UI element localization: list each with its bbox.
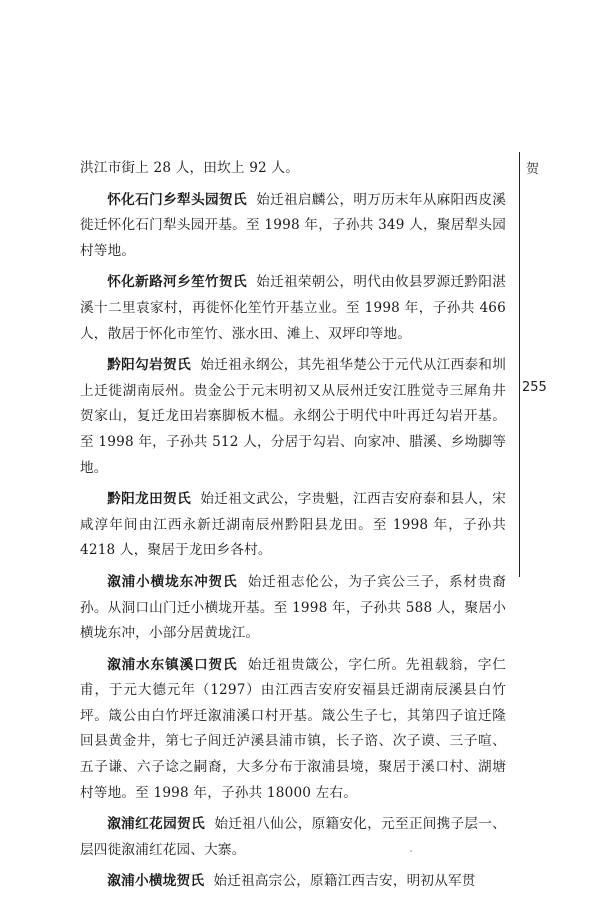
paragraph-2-text: 始迁祖荣朝公，明代由攸县罗源迁黔阳湛溪十二里袁家村，再徙怀化笙竹开基立业。至 1998 年，子孙共 466 人，散居于怀化市笙竹、涨水田、滩上、双坪印等地。	[80, 274, 506, 342]
paragraph-6	[80, 653, 506, 807]
paragraph-3-text: 始迁祖永纲公，其先祖华楚公于元代从江西泰和圳上迁徙湖南辰州。贵金公于元末明初又从辰州迁安江胜觉寺三犀角井贺家山，复迁龙田岩寨脚板木榅。永纲公于明代中叶再迁勾岩开基。至 1998 年，子孙共 512 人，分居于勾岩、向家冲、腊溪、乡坳脚等地。	[80, 357, 506, 476]
margin-rule	[519, 152, 520, 577]
paragraph-2-heading: 怀化新路河乡笙竹贺氏	[107, 274, 247, 291]
paragraph-8-text: 始迁祖高宗公，原籍江西吉安，明初从军贯	[213, 873, 476, 890]
paragraph-4-heading: 黔阳龙田贺氏	[107, 491, 192, 508]
paragraph-1-heading: 怀化石门乡犁头园贺氏	[107, 191, 247, 208]
paragraph-5-heading: 溆浦小横垅东冲贺氏	[107, 573, 238, 590]
paragraph-5-text: 始迁祖志伦公，为子宾公三子，系材贵裔孙。从洞口山门迁小横垅开基。至 1998 年，子孙共 588 人，聚居小横垅东冲，小部分居黄垅江。	[80, 573, 506, 642]
paragraph-8-heading: 溆浦小横垅贺氏	[107, 873, 205, 890]
scan-speck	[410, 850, 412, 852]
paragraph-7	[80, 812, 506, 863]
paragraph-5	[80, 570, 506, 647]
paragraph-0-text: 洪江市街上 28 人，田坎上 92 人。	[80, 160, 300, 176]
paragraph-4	[80, 487, 506, 564]
paragraph-2	[80, 270, 506, 347]
paragraph-6-heading: 溆浦水东镇溪口贺氏	[107, 656, 238, 673]
paragraph-3	[80, 353, 506, 481]
paragraph-8	[80, 869, 506, 895]
paragraph-3-heading: 黔阳勾岩贺氏	[107, 357, 192, 374]
running-header: 贺	[526, 162, 540, 177]
paragraph-4-text: 始迁祖文武公，字贵魁，江西吉安府泰和县人，宋咸淳年间由江西永新迁湖南辰州黔阳县龙田。至 1998 年，子孙共 4218 人，聚居于龙田乡各村。	[80, 491, 506, 559]
paragraph-1	[80, 188, 506, 265]
paragraph-7-text: 始迁祖八仙公，原籍安化，元至正间携子层一、层四徙溆浦红花园、大寨。	[80, 816, 507, 858]
main-text	[80, 156, 506, 901]
page-number: 255	[522, 380, 547, 395]
paragraph-0	[80, 156, 506, 182]
paragraph-7-heading: 溆浦红花园贺氏	[107, 816, 206, 833]
paragraph-6-text: 始迁祖贵箴公，字仁所。先祖载翁，字仁甫，于元大德元年（1297）由江西吉安府安福县迁湖南辰溪县白竹坪。箴公由白竹坪迁溆浦溪口村开基。箴公生子七，其第四子谊迁隆回县黄金井，第七子闾迁泸溪县浦市镇，长子谘、次子谟、三子喧、五子谦、六子谂之嗣裔，大多分布于溆浦县境，聚居于溪口村、湖塘村等地。至 1998 年，子孙共 18000 左右。	[80, 656, 506, 801]
paragraph-1-text: 始迁祖启麟公，明万历末年从麻阳西皮溪徙迁怀化石门犁头园开基。至 1998 年，子孙共 349 人，聚居犁头园村等地。	[80, 191, 506, 259]
